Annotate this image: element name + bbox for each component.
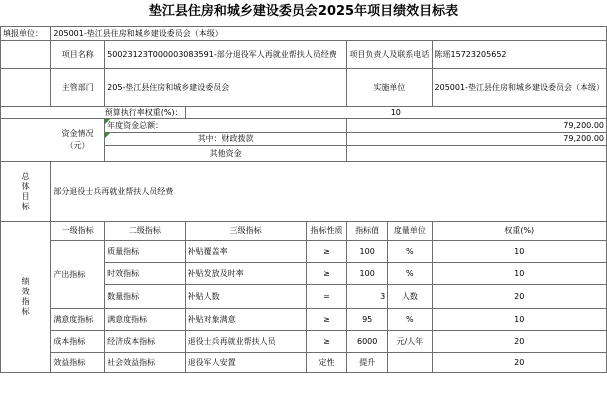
nature-cell: ≥ <box>306 263 347 285</box>
weight-cell[interactable]: 20 <box>432 353 606 373</box>
level2-cell: 时效指标 <box>105 263 186 285</box>
header-value: 指标值 <box>347 222 388 241</box>
value-cell[interactable]: 6000 <box>347 331 388 353</box>
sheet-title: 垫江县住房和城乡建设委员会2025年项目绩效目标表 <box>148 4 459 19</box>
fiscal-label: 其中：财政拨款 <box>105 133 347 146</box>
level3-cell: 退役军人安置 <box>185 353 306 373</box>
nature-cell: = <box>306 285 347 309</box>
contact-value[interactable]: 陈瑶15723205652 <box>432 41 606 69</box>
header-nature: 指标性质 <box>306 222 347 241</box>
level3-cell: 补贴发放及时率 <box>185 263 306 285</box>
unit-cell <box>388 353 432 373</box>
dept-value[interactable]: 205-垫江县住房和城乡建设委员会 <box>105 69 347 107</box>
value-cell[interactable]: 100 <box>347 263 388 285</box>
weight-cell[interactable]: 10 <box>432 309 606 331</box>
annual-total-value[interactable]: 79,200.00 <box>347 119 607 133</box>
nature-cell: ≥ <box>306 309 347 331</box>
header-level1: 一级指标 <box>51 222 105 241</box>
value-cell[interactable]: 提升 <box>347 353 388 373</box>
contact-label: 项目负责人及联系电话 <box>347 41 432 69</box>
goal-label: 总体目标 <box>1 162 51 222</box>
weight-cell[interactable]: 20 <box>432 331 606 353</box>
unit-value[interactable]: 205001-垫江县住房和城乡建设委员会（本级） <box>51 27 607 41</box>
level3-cell: 退役士兵再就业帮扶人员 <box>185 331 306 353</box>
level1-cell: 产出指标 <box>51 241 105 309</box>
level2-cell: 质量指标 <box>105 241 186 263</box>
weight-cell[interactable]: 10 <box>432 241 606 263</box>
dept-label: 主管部门 <box>51 69 105 107</box>
header-weight: 权重(%) <box>432 222 606 241</box>
goal-text[interactable]: 部分退役士兵再就业帮扶人员经费 <box>51 162 607 222</box>
header-level2: 二级指标 <box>105 222 186 241</box>
unit-label: 填报单位： <box>1 27 51 41</box>
weight-cell[interactable]: 20 <box>432 285 606 309</box>
unit-cell: % <box>388 241 432 263</box>
unit-cell: 人数 <box>388 285 432 309</box>
level1-cell: 满意度指标 <box>51 309 105 331</box>
nature-cell: 定性 <box>306 353 347 373</box>
value-cell[interactable]: 95 <box>347 309 388 331</box>
level3-cell: 补贴对象满意 <box>185 309 306 331</box>
value-cell[interactable]: 3 <box>347 285 388 309</box>
level3-cell: 补贴覆盖率 <box>185 241 306 263</box>
weight-cell[interactable]: 10 <box>432 263 606 285</box>
header-level3: 三级指标 <box>185 222 306 241</box>
value-cell[interactable]: 100 <box>347 241 388 263</box>
level2-cell: 经济成本指标 <box>105 331 186 353</box>
unit-cell: % <box>388 263 432 285</box>
level1-cell: 成本指标 <box>51 331 105 353</box>
nature-cell: ≥ <box>306 241 347 263</box>
budget-weight-value[interactable]: 10 <box>185 107 606 119</box>
level2-cell: 数量指标 <box>105 285 186 309</box>
level2-cell: 社会效益指标 <box>105 353 186 373</box>
annual-total-label: 年度资金总额： <box>105 119 347 133</box>
budget-weight-label: 预算执行率权重(%)： <box>1 107 186 119</box>
impl-label: 实施单位 <box>347 69 432 107</box>
unit-cell: % <box>388 309 432 331</box>
perf-label: 绩效指标 <box>1 222 51 373</box>
level3-cell: 补贴人数 <box>185 285 306 309</box>
level2-cell: 满意度指标 <box>105 309 186 331</box>
nature-cell: ≥ <box>306 331 347 353</box>
project-name-value[interactable]: 50023123T000003083591-部分退役军人再就业帮扶人员经费 <box>105 41 347 69</box>
other-funds-label: 其他资金 <box>105 146 347 162</box>
fiscal-value[interactable]: 79,200.00 <box>347 133 607 146</box>
level1-cell: 效益指标 <box>51 353 105 373</box>
impl-value[interactable]: 205001-垫江县住房和城乡建设委员会（本级） <box>432 69 606 107</box>
unit-cell: 元/人年 <box>388 331 432 353</box>
performance-table <box>0 26 607 373</box>
other-funds-value[interactable] <box>347 146 607 162</box>
funds-label: 资金情况 （元） <box>51 119 105 162</box>
project-name-label: 项目名称 <box>51 41 105 69</box>
header-unit: 度量单位 <box>388 222 432 241</box>
